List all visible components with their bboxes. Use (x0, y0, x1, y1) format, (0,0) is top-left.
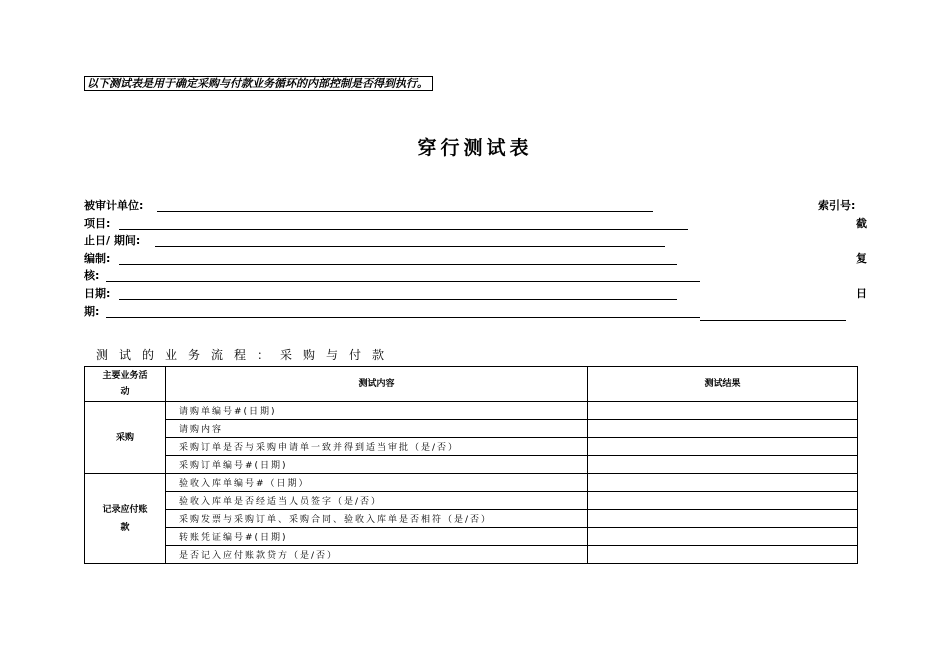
review-date-field[interactable] (106, 317, 700, 318)
date-label: 日期: (84, 287, 111, 300)
page-title: 穿行测试表 (417, 137, 533, 159)
table-row (85, 420, 858, 438)
cutoff-field[interactable] (155, 246, 665, 247)
entity-field[interactable] (157, 211, 653, 212)
process-subtitle: 测试的业务流程：采购与付款 (96, 348, 396, 362)
header-activity-line1: 主要业务活 (102, 371, 148, 381)
test-item: 请购单编号#(日期) (166, 402, 588, 420)
cutoff-label-start: 截 (856, 217, 867, 230)
result-cell[interactable] (588, 528, 858, 546)
prepared-field[interactable] (119, 264, 677, 265)
header-activity (85, 367, 166, 402)
test-item: 验收入库单编号#（日期） (166, 474, 588, 492)
result-cell[interactable] (588, 546, 858, 564)
reviewer-label-start: 复 (856, 252, 867, 265)
walkthrough-test-table (84, 366, 858, 564)
reviewer-field[interactable] (106, 281, 700, 282)
table-header-row (85, 367, 858, 402)
result-cell[interactable] (588, 474, 858, 492)
project-field[interactable] (119, 229, 688, 230)
result-cell[interactable] (588, 420, 858, 438)
table-row (85, 438, 858, 456)
header-content: 测试内容 (166, 367, 588, 402)
table-row (85, 402, 858, 420)
table-row (85, 456, 858, 474)
result-cell[interactable] (588, 402, 858, 420)
review-date-field-extension[interactable] (700, 320, 846, 321)
project-label: 项目: (84, 217, 111, 230)
table-row (85, 546, 858, 564)
activity-record-payables (85, 474, 166, 564)
cutoff-label-end: 止日/ 期间: (84, 234, 141, 247)
activity-purchase: 采购 (85, 402, 166, 474)
test-item: 采购订单是否与采购申请单一致并得到适当审批（是/否） (166, 438, 588, 456)
reviewer-label-end: 核: (84, 269, 100, 282)
result-cell[interactable] (588, 456, 858, 474)
test-item: 验收入库单是否经适当人员签字（是/否） (166, 492, 588, 510)
test-item: 请购内容 (166, 420, 588, 438)
table-row (85, 474, 858, 492)
header-activity-line2: 动 (120, 387, 130, 397)
result-cell[interactable] (588, 438, 858, 456)
entity-label: 被审计单位: (84, 199, 144, 212)
test-item: 采购发票与采购订单、采购合同、验收入库单是否相符（是/否） (166, 510, 588, 528)
review-date-label-start: 日 (856, 287, 867, 300)
test-item: 采购订单编号#(日期) (166, 456, 588, 474)
prepared-label: 编制: (84, 252, 111, 265)
table-row (85, 492, 858, 510)
table-row (85, 528, 858, 546)
test-item: 转账凭证编号#(日期) (166, 528, 588, 546)
activity-record-payables-line1: 记录应付账 (102, 504, 148, 515)
table-row (85, 510, 858, 528)
header-result: 测试结果 (588, 367, 858, 402)
result-cell[interactable] (588, 492, 858, 510)
result-cell[interactable] (588, 510, 858, 528)
date-field[interactable] (119, 299, 677, 300)
review-date-label-end: 期: (84, 305, 100, 318)
instruction-note: 以下测试表是用于确定采购与付款业务循环的内部控制是否得到执行。 (84, 76, 433, 91)
activity-record-payables-line2: 款 (120, 522, 130, 533)
test-item: 是否记入应付账款贷方（是/否） (166, 546, 588, 564)
index-label: 索引号: (818, 199, 856, 212)
